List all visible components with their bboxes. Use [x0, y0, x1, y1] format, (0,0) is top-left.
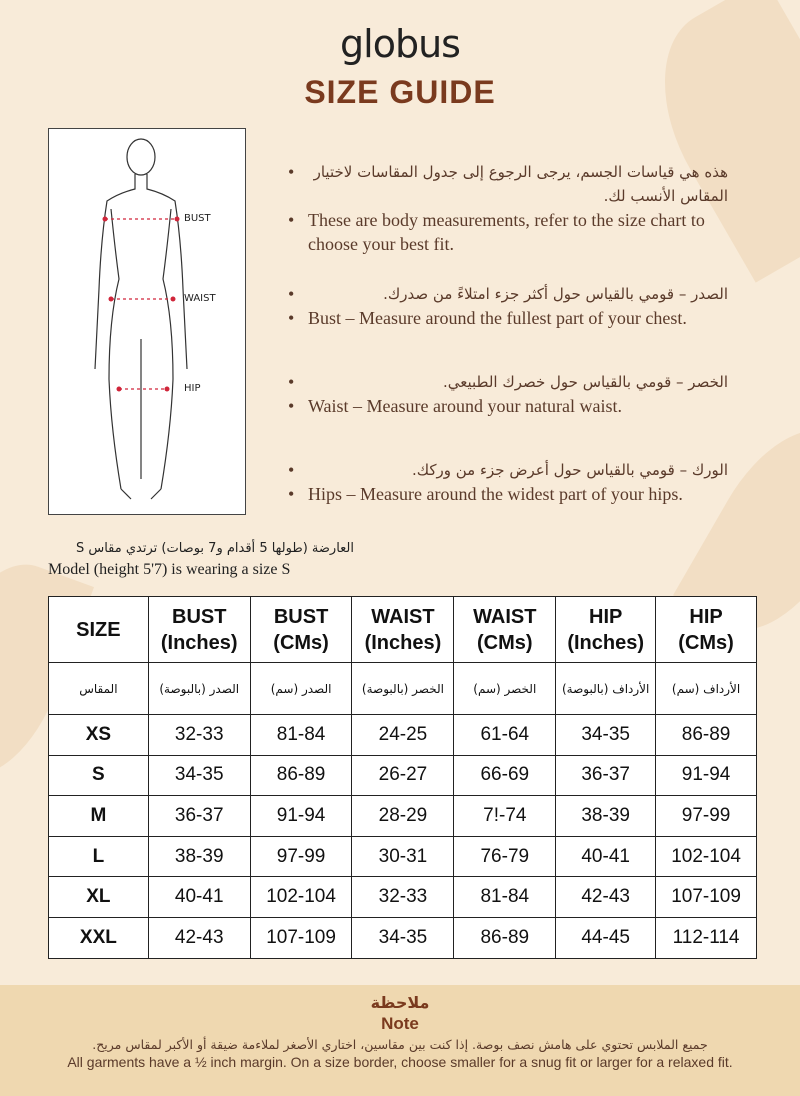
header-title: HIP — [589, 605, 623, 628]
measurement-cell: 107-109 — [250, 917, 352, 958]
size-cell: XS — [49, 715, 149, 756]
measurement-cell: 102-104 — [250, 877, 352, 918]
header-title: WAIST — [473, 605, 537, 628]
table-row — [49, 796, 757, 837]
measurement-cell: 40-41 — [556, 836, 656, 877]
measurement-cell: 44-45 — [556, 917, 656, 958]
instruction-en: Waist – Measure around your natural waist. — [308, 396, 622, 416]
measurement-cell: 91-94 — [250, 796, 352, 837]
note-text-ar: جميع الملابس تحتوي على هامش نصف بوصة. إذا كنت بين مقاسين، اختاري الأصغر لملاءمة ضيقة أو الأكبر لمقاس مريح. — [92, 1037, 708, 1052]
size-cell: XXL — [49, 917, 149, 958]
instruction-ar: الصدر – قومي بالقياس حول أكثر جزء امتلاءً من صدرك. — [383, 285, 728, 303]
size-cell: M — [49, 796, 149, 837]
measurement-cell: 107-109 — [656, 877, 757, 918]
model-info — [48, 538, 354, 580]
measurement-cell: 30-31 — [352, 836, 454, 877]
table-row — [49, 755, 757, 796]
body-measurement-figure — [48, 128, 246, 515]
note-section — [0, 985, 800, 1096]
model-info-en: Model (height 5'7) is wearing a size S — [48, 561, 291, 578]
size-cell: XL — [49, 877, 149, 918]
measurement-cell: 32-33 — [352, 877, 454, 918]
column-header-ar: الخصر (بالبوصة) — [352, 663, 454, 715]
measurement-cell: 97-99 — [656, 796, 757, 837]
measurement-cell: 38-39 — [556, 796, 656, 837]
table-row — [49, 877, 757, 918]
size-table — [48, 596, 757, 959]
header-title: WAIST — [371, 605, 435, 628]
measurement-cell: 81-84 — [250, 715, 352, 756]
page-title: SIZE GUIDE — [304, 74, 496, 110]
header-title: BUST — [273, 605, 329, 628]
header-unit: (Inches) — [160, 631, 238, 654]
note-text-en: All garments have a ½ inch margin. On a size border, choose smaller for a snug fit or larger for a relaxed fit. — [67, 1054, 733, 1070]
measurement-cell: 81-84 — [454, 877, 556, 918]
measurement-cell: 102-104 — [656, 836, 757, 877]
measurement-cell: 86-89 — [454, 917, 556, 958]
measurement-cell: 91-94 — [656, 755, 757, 796]
measurement-cell: 86-89 — [656, 715, 757, 756]
measurement-cell: 28-29 — [352, 796, 454, 837]
header-title: BUST — [172, 605, 227, 628]
measurement-cell: 112-114 — [656, 917, 757, 958]
measurement-cell: 24-25 — [352, 715, 454, 756]
instruction-en: Hips – Measure around the widest part of your hips. — [308, 484, 683, 504]
column-header — [656, 597, 757, 663]
table-row — [49, 715, 757, 756]
column-header — [148, 597, 250, 663]
header-unit: (Inches) — [567, 631, 645, 654]
column-header — [556, 597, 656, 663]
column-header-ar: المقاس — [49, 663, 149, 715]
measurement-cell: 76-79 — [454, 836, 556, 877]
table-row — [49, 836, 757, 877]
measurement-cell: 66-69 — [454, 755, 556, 796]
size-cell: S — [49, 755, 149, 796]
measurement-cell: 36-37 — [556, 755, 656, 796]
column-header-ar: الصدر (سم) — [250, 663, 352, 715]
table-row — [49, 917, 757, 958]
column-header — [250, 597, 352, 663]
instruction-ar: الورك – قومي بالقياس حول أعرض جزء من وركك. — [411, 461, 728, 479]
model-info-ar: العارضة (طولها 5 أقدام و7 بوصات) ترتدي مقاس S — [75, 541, 354, 556]
waist-label: WAIST — [184, 293, 216, 304]
measurement-cell: 40-41 — [148, 877, 250, 918]
measurement-cell: 34-35 — [148, 755, 250, 796]
column-header — [454, 597, 556, 663]
header-unit: (CMs) — [477, 631, 533, 654]
bust-label: BUST — [184, 213, 211, 224]
header-title: SIZE — [76, 618, 121, 641]
instruction-en: Bust – Measure around the fullest part of your chest. — [308, 308, 687, 328]
note-title-ar: ملاحظة — [370, 993, 430, 1012]
column-header-ar: الأرداف (سم) — [656, 663, 757, 715]
column-header — [49, 597, 149, 663]
measurement-cell: 34-35 — [556, 715, 656, 756]
measurement-cell: 38-39 — [148, 836, 250, 877]
column-header — [352, 597, 454, 663]
measurement-instructions: • هذه هي قياسات الجسم، يرجى الرجوع إلى جدول المقاسات لاختيار المقاس الأنسب لك. • These are body measurements, refer to the size chart to choose your best fit. • الصدر – قومي بالقياس حول أكثر جزء امتلاءً من صدرك. • Bust – Measure around the fullest part of your chest. • الخصر – قومي بالقياس حول خصرك الطبيعي. • Waist – Measure around your natural waist. • الورك – قومي بالقياس حول أعرض جزء من وركك. • Hips – Measure around the widest part of your hips. — [288, 160, 748, 506]
column-header-ar: الخصر (سم) — [454, 663, 556, 715]
instruction-en: These are body measurements, refer to the size chart to choose your best fit. — [308, 210, 705, 254]
measurement-cell: 36-37 — [148, 796, 250, 837]
measurement-cell: 86-89 — [250, 755, 352, 796]
measurement-cell: 26-27 — [352, 755, 454, 796]
measurement-cell: 42-43 — [148, 917, 250, 958]
instruction-ar: الخصر – قومي بالقياس حول خصرك الطبيعي. — [442, 373, 728, 391]
header-unit: (CMs) — [273, 631, 329, 654]
hip-label: HIP — [184, 383, 201, 394]
column-header-ar: الصدر (بالبوصة) — [148, 663, 250, 715]
instruction-ar: هذه هي قياسات الجسم، يرجى الرجوع إلى جدول المقاسات لاختيار المقاس الأنسب لك. — [313, 163, 728, 205]
column-header-ar: الأرداف (بالبوصة) — [556, 663, 656, 715]
brand-logo: globus — [340, 22, 460, 66]
measurement-cell: 32-33 — [148, 715, 250, 756]
measurement-cell: 7!-74 — [454, 796, 556, 837]
header-unit: (Inches) — [364, 631, 442, 654]
measurement-cell: 34-35 — [352, 917, 454, 958]
measurement-cell: 61-64 — [454, 715, 556, 756]
header-unit: (CMs) — [678, 631, 734, 654]
measurement-cell: 42-43 — [556, 877, 656, 918]
header-title: HIP — [689, 605, 723, 628]
size-cell: L — [49, 836, 149, 877]
note-title-en: Note — [381, 1014, 419, 1033]
measurement-cell: 97-99 — [250, 836, 352, 877]
